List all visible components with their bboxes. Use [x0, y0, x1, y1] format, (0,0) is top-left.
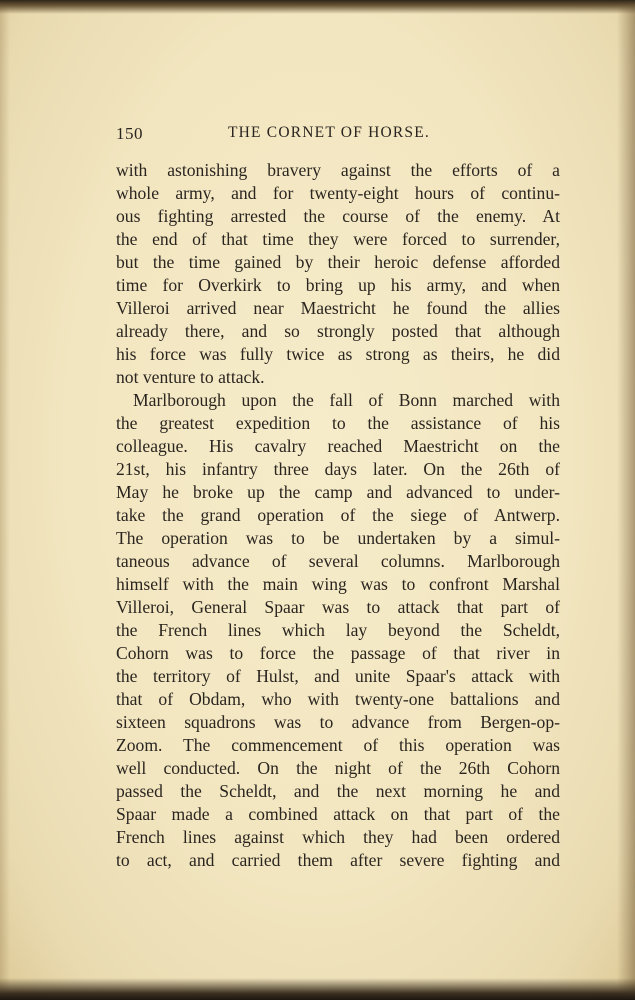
text-line: take the grand operation of the siege of Antwerp. [116, 505, 560, 525]
text-line: French lines against which they had been ordered [116, 827, 560, 847]
text-line: well conducted. On the night of the 26th Cohorn [116, 758, 560, 778]
text-line: with astonishing bravery against the efforts of a [116, 160, 560, 180]
page-header [116, 124, 560, 146]
text-line: that of Obdam, who with twenty-one battalions and [116, 689, 560, 709]
text-line: not venture to attack. [116, 367, 265, 387]
text-line: The operation was to be undertaken by a simul- [116, 528, 560, 548]
text-line: Villeroi, General Spaar was to attack that part of [116, 597, 560, 617]
text-line: time for Overkirk to bring up his army, and when [116, 275, 560, 295]
page-gutter-shadow [0, 0, 10, 1000]
text-line: already there, and so strongly posted that although [116, 321, 560, 341]
text-line: 21st, his infantry three days later. On the 26th of [116, 459, 560, 479]
page-bottom-edge [0, 978, 635, 1000]
text-line: himself with the main wing was to confront Marshal [116, 574, 560, 594]
text-line: Marlborough upon the fall of Bonn marched with [133, 390, 560, 410]
text-line: whole army, and for twenty-eight hours of continu- [116, 183, 560, 203]
running-title: THE CORNET OF HORSE. [228, 124, 430, 141]
text-line: taneous advance of several columns. Marlborough [116, 551, 560, 571]
paragraph [116, 159, 560, 389]
text-line: Cohorn was to force the passage of that river in [116, 643, 560, 663]
text-line: May he broke up the camp and advanced to under- [116, 482, 560, 502]
text-line: colleague. His cavalry reached Maestricht on the [116, 436, 560, 456]
text-line: to act, and carried them after severe fighting and [116, 850, 560, 870]
page-edge-shadow [617, 0, 635, 1000]
text-line: the French lines which lay beyond the Scheldt, [116, 620, 560, 640]
text-line: ous fighting arrested the course of the enemy. At [116, 206, 560, 226]
text-line: but the time gained by their heroic defense afforded [116, 252, 560, 272]
text-line: his force was fully twice as strong as theirs, he did [116, 344, 560, 364]
page-top-edge [0, 0, 635, 14]
text-line: the territory of Hulst, and unite Spaar's attack with [116, 666, 560, 686]
page-number: 150 [116, 124, 143, 143]
text-line: Villeroi arrived near Maestricht he found the allies [116, 298, 560, 318]
text-line: sixteen squadrons was to advance from Bergen-op- [116, 712, 560, 732]
paragraph [116, 389, 560, 872]
text-line: the end of that time they were forced to surrender, [116, 229, 560, 249]
text-line: Zoom. The commencement of this operation was [116, 735, 560, 755]
text-line: Spaar made a combined attack on that part of the [116, 804, 560, 824]
body-text [116, 159, 560, 872]
text-line: passed the Scheldt, and the next morning he and [116, 781, 560, 801]
text-line: the greatest expedition to the assistance of his [116, 413, 560, 433]
